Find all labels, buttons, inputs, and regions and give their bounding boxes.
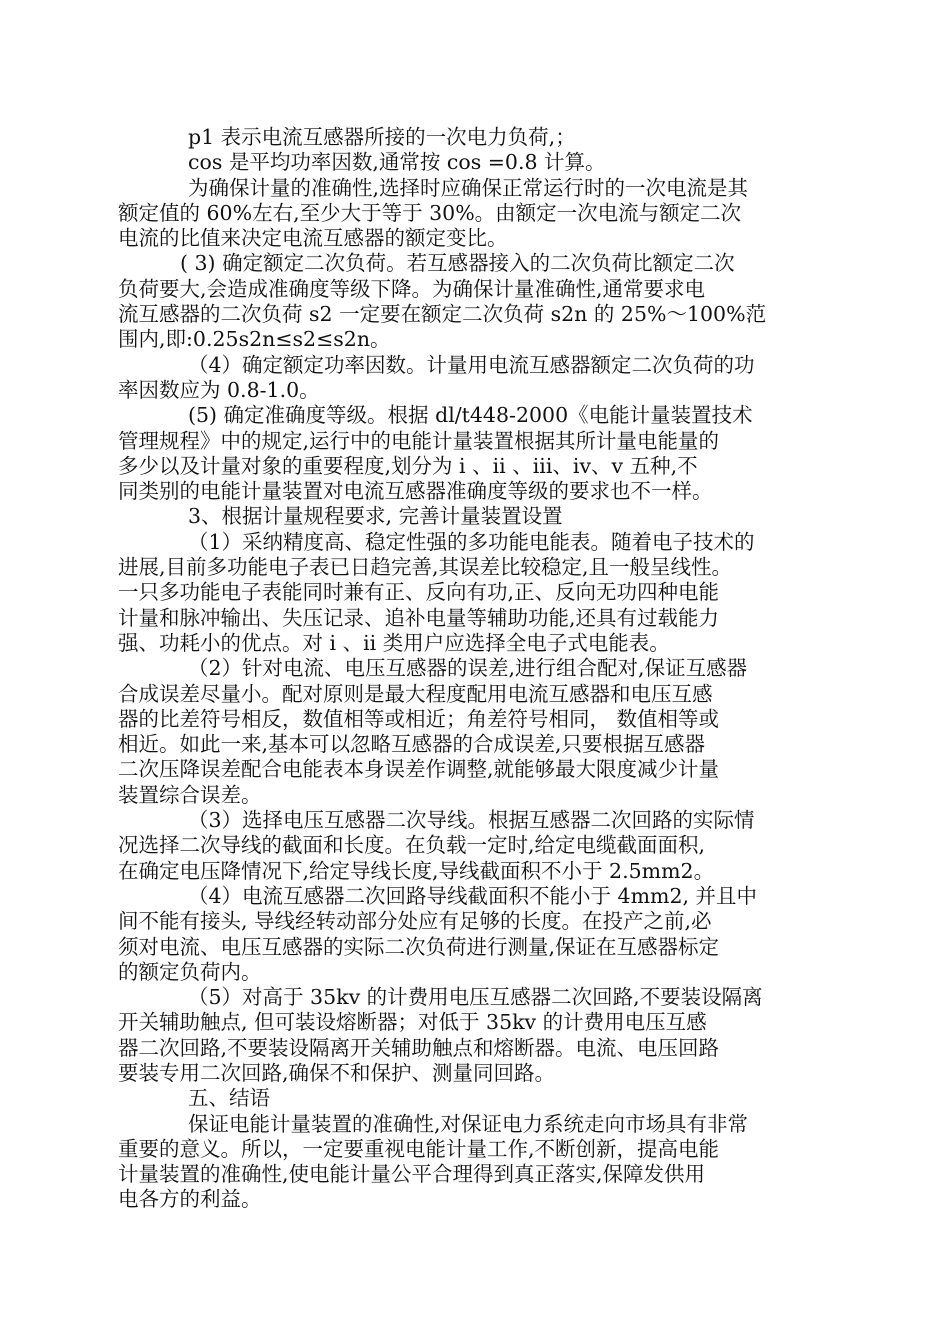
text-line: 开关辅助触点, 但可装设熔断器；对低于 35kv 的计费用电压互感 [118,1010,707,1035]
text-line: 一只多功能电子表能同时兼有正、反向有功,正、反向无功四种电能 [118,580,720,605]
text-line: 计量装置的准确性,使电能计量公平合理得到真正落实,保障发供用 [118,1162,706,1187]
text-line: 相近。如此一来,基本可以忽略互感器的合成误差,只要根据互感器 [118,732,706,757]
text-line: 须对电流、电压互感器的实际二次负荷进行测量,保证在互感器标定 [118,934,720,959]
text-line: 保证电能计量装置的准确性,对保证电力系统走向市场具有非常 [188,1111,749,1136]
text-line: 要装专用二次回路,确保不和保护、测量同回路。 [118,1060,556,1085]
text-line: 的额定负荷内。 [118,959,262,984]
text-line: 强、功耗小的优点。对 i 、ii 类用户应选择全电子式电能表。 [118,630,670,655]
text-line: （3）选择电压互感器二次导线。根据互感器二次回路的实际情 [188,808,755,833]
paragraph-accuracy-primary-current [118,176,808,252]
text-line: 额定值的 60%左右,至少大于等于 30%。由额定一次电流与额定二次 [118,200,742,225]
paragraph-item-5-35kv [118,985,808,1086]
text-line: 况选择二次导线的截面和长度。在负载一定时,给定电缆截面面积, [118,833,706,858]
text-line: 管理规程》中的规定,运行中的电能计量装置根据其所计量电能量的 [118,428,720,453]
text-line: 合成误差尽量小。配对原则是最大程度配用电流互感器和电压互感 [118,681,713,706]
text-line: 器二次回路,不要装设隔离开关辅助触点和熔断器。电流、电压回路 [118,1035,720,1060]
text-line: （2）针对电流、电压互感器的误差,进行组合配对,保证互感器 [188,656,748,681]
text-line: （4）电流互感器二次回路导线截面积不能小于 4mm2, 并且中 [188,883,758,908]
text-line: （5）对高于 35kv 的计费用电压互感器二次回路,不要装设隔离 [188,985,763,1010]
text-line: （1）采纳精度高、稳定性强的多功能电能表。随着电子技术的 [188,529,755,554]
text-line: p1 表示电流互感器所接的一次电力负荷,； [188,125,576,149]
text-line: 装置综合误差。 [118,782,262,807]
paragraph-item-5-accuracy-class [118,403,808,504]
text-line: 器的比差符号相反，数值相等或相近；角差符号相同， 数值相等或 [118,706,720,731]
text-line: (5) 确定准确度等级。根据 dl/t448-2000《电能计量装置技术 [188,403,753,428]
paragraph-item-3-secondary-wire [118,808,808,884]
paragraph-conclusion [118,1112,808,1213]
text-line: （4）确定额定功率因数。计量用电流互感器额定二次负荷的功 [188,352,755,377]
text-line: 负荷要大,会造成准确度等级下降。为确保计量准确性,通常要求电 [118,276,706,301]
text-line: 二次压降误差配合电能表本身误差作调整,就能够最大限度减少计量 [118,757,720,782]
text-line: 计量和脉冲输出、失压记录、追补电量等辅助功能,还具有过载能力 [118,605,720,630]
paragraph-item-4-wire-section [118,884,808,985]
document-body [118,125,808,1213]
text-line: 在确定电压降情况下,给定导线长度,导线截面积不小于 2.5mm2。 [118,858,715,883]
text-line: cos 是平均功率因数,通常按 cos =0.8 计算。 [188,150,606,175]
text-line: 重要的意义。所以，一定要重视电能计量工作,不断创新，提高电能 [118,1136,720,1161]
paragraph-cos-definition [118,150,808,175]
text-line: 五、结语 [188,1086,270,1111]
paragraph-p1-definition [118,125,808,150]
text-line: 3、根据计量规程要求, 完善计量装置设置 [188,504,563,529]
text-line: 进展,目前多功能电子表已日趋完善,其误差比较稳定,且一般呈线性。 [118,555,733,580]
paragraph-item-4-power-factor [118,353,808,404]
text-line: 围内,即:0.25s2n≤s2≤s2n。 [118,327,391,352]
text-line: 电流的比值来决定电流互感器的额定变比。 [118,226,508,251]
text-line: 多少以及计量对象的重要程度,划分为 i 、ii 、iii、iv、v 五种,不 [118,453,698,478]
text-line: ( 3) 确定额定二次负荷。若互感器接入的二次负荷比额定二次 [180,251,735,276]
text-line: 率因数应为 0.8-1.0。 [118,377,320,402]
paragraph-item-3-secondary-load [118,251,808,352]
text-line: 为确保计量的准确性,选择时应确保正常运行时的一次电流是其 [188,175,749,200]
paragraph-item-2-error-pairing [118,656,808,808]
text-line: 同类别的电能计量装置对电流互感器准确度等级的要求也不一样。 [118,479,713,504]
paragraph-section-3-heading [118,504,808,529]
paragraph-item-1-multifunction-meter [118,530,808,656]
text-line: 间不能有接头, 导线经转动部分处应有足够的长度。在投产之前,必 [118,909,712,934]
text-line: 流互感器的二次负荷 s2 一定要在额定二次负荷 s2n 的 25%～100%范 [118,302,767,327]
text-line: 电各方的利益。 [118,1187,262,1212]
paragraph-section-5-heading [118,1086,808,1111]
